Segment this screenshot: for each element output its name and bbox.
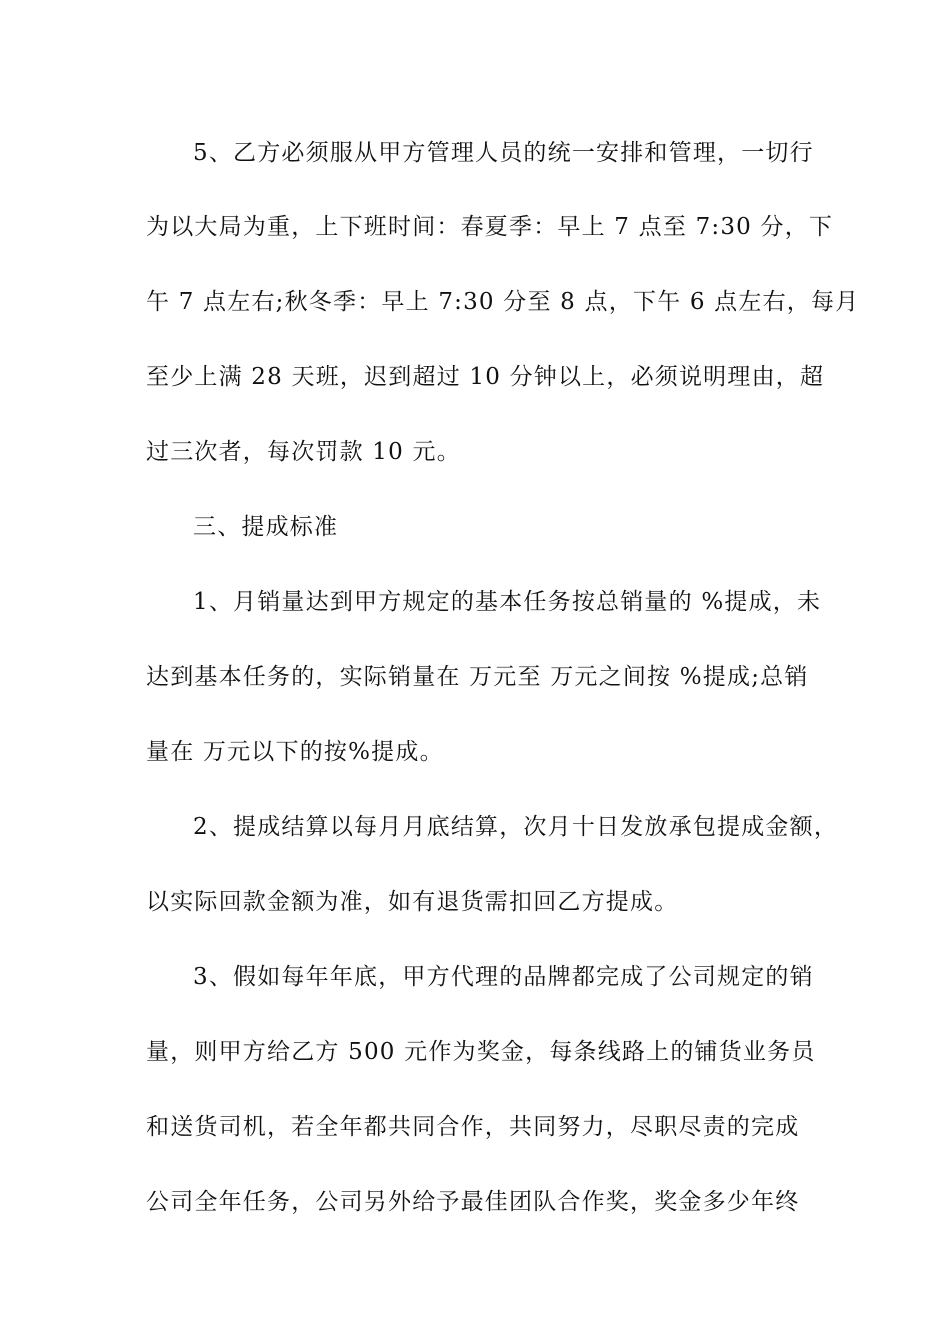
paragraph-5-line-1: 5、乙方必须服从甲方管理人员的统一安排和管理，一切行 [193,140,814,166]
paragraph-3-line-3: 和送货司机，若全年都共同合作，共同努力，尽职尽责的完成 [146,1114,800,1140]
paragraph-3-line-1: 3、假如每年年底，甲方代理的品牌都完成了公司规定的销 [193,964,814,990]
paragraph-2-line-2: 以实际回款金额为准，如有退货需扣回乙方提成。 [146,889,679,915]
paragraph-2-line-1: 2、提成结算以每月月底结算，次月十日发放承包提成金额， [193,814,839,840]
paragraph-5-line-3: 午 7 点左右;秋冬季：早上 7:30 分至 8 点，下午 6 点左右，每月 [146,289,860,315]
paragraph-1-line-2: 达到基本任务的，实际销量在 万元至 万元之间按 %提成;总销 [146,664,809,690]
section-heading: 三、提成标准 [193,514,339,540]
paragraph-5-line-4: 至少上满 28 天班，迟到超过 10 分钟以上，必须说明理由，超 [146,364,825,390]
paragraph-5-line-2: 为以大局为重，上下班时间：春夏季：早上 7 点至 7:30 分，下 [146,214,834,240]
paragraph-1-line-1: 1、月销量达到甲方规定的基本任务按总销量的 %提成，未 [193,589,822,615]
paragraph-3-line-4: 公司全年任务，公司另外给予最佳团队合作奖，奖金多少年终 [146,1189,800,1215]
paragraph-5-line-5: 过三次者，每次罚款 10 元。 [146,439,461,465]
paragraph-3-line-2: 量，则甲方给乙方 500 元作为奖金，每条线路上的铺货业务员 [146,1039,816,1065]
paragraph-1-line-3: 量在 万元以下的按%提成。 [146,739,444,765]
